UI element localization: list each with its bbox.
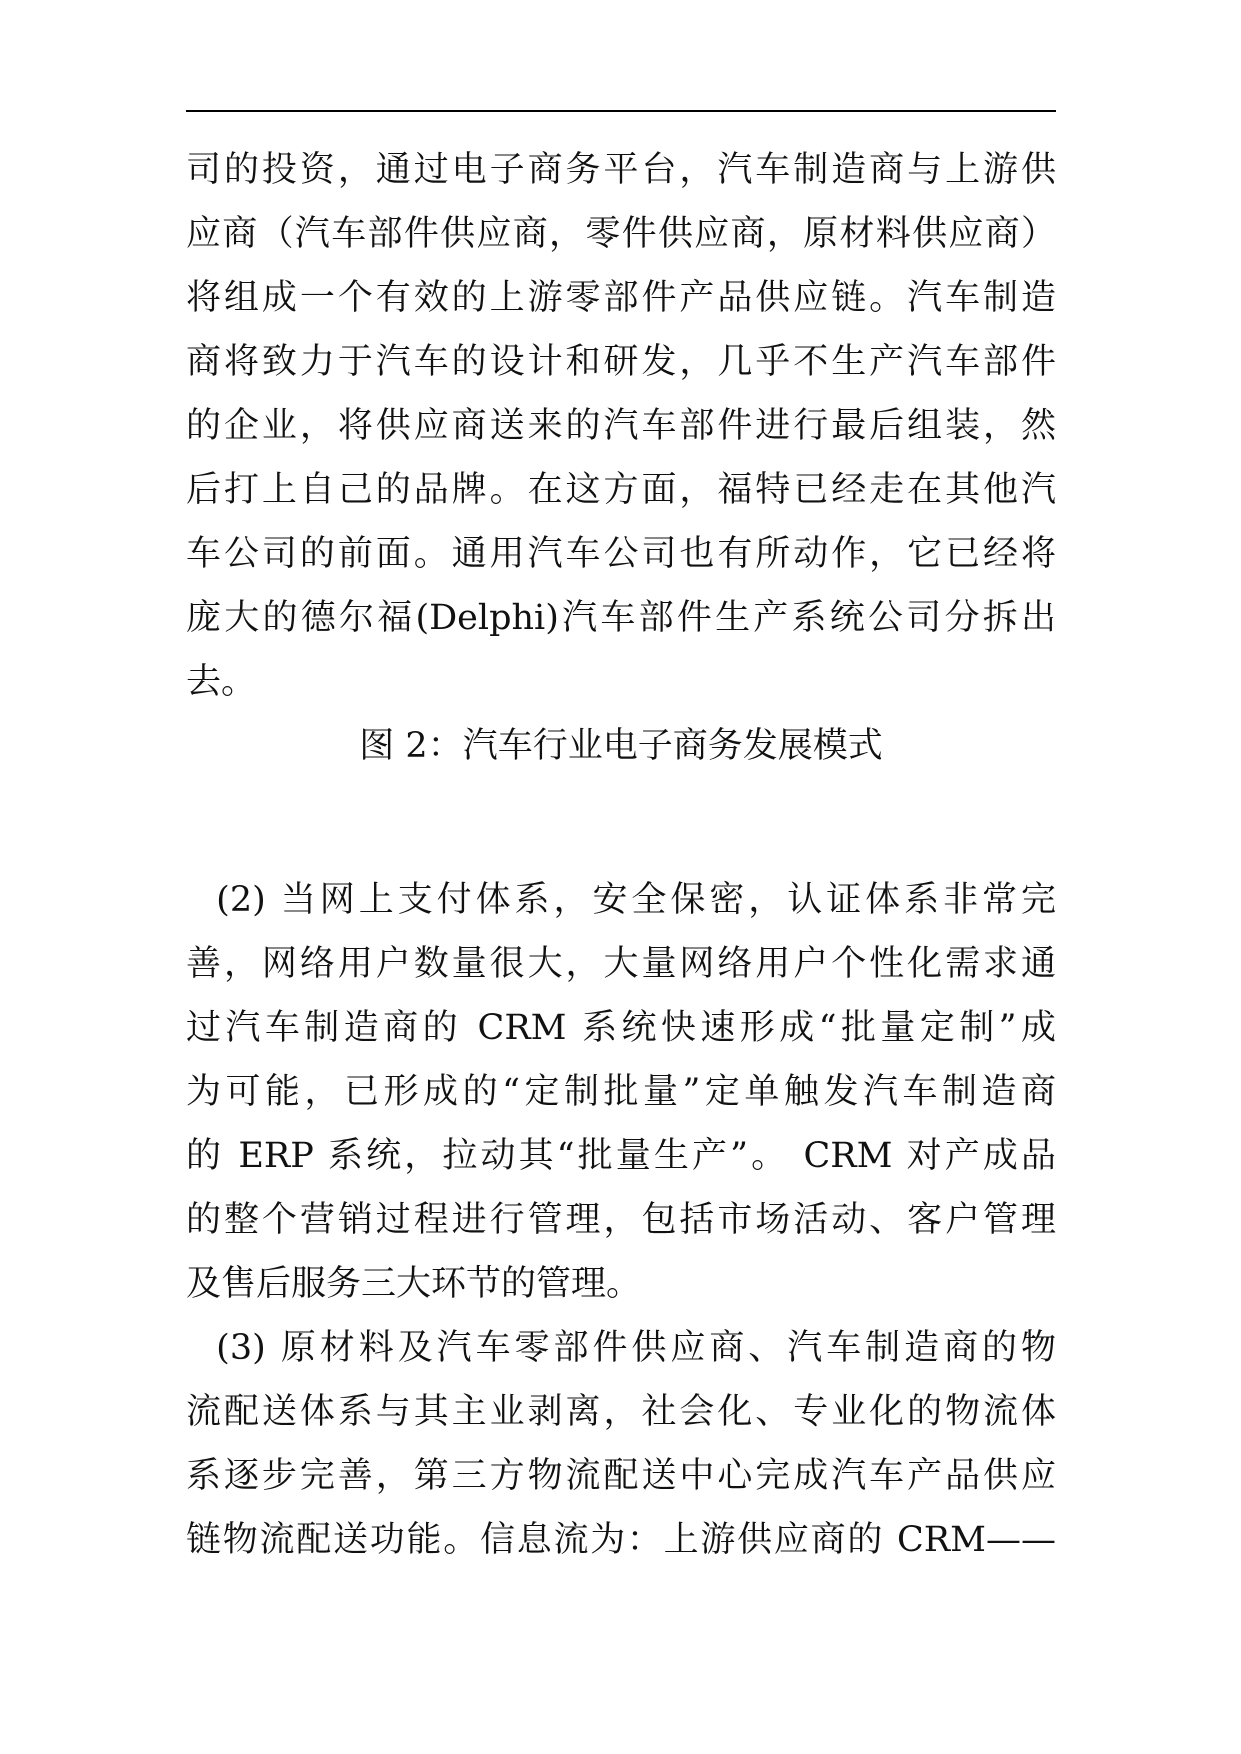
figure-caption: 图 2：汽车行业电子商务发展模式 <box>359 726 883 766</box>
paragraph-1-line: 商将致力于汽车的设计和研发，几乎不生产汽车部件 <box>186 342 1056 382</box>
paragraph-1-line: 的企业，将供应商送来的汽车部件进行最后组装，然 <box>186 406 1056 446</box>
paragraph-2-line: (2) 当网上支付体系，安全保密，认证体系非常完 <box>186 880 1056 920</box>
paragraph-2-line: 过汽车制造商的 CRM 系统快速形成“批量定制”成 <box>186 1008 1056 1048</box>
paragraph-2-line: 善，网络用户数量很大，大量网络用户个性化需求通 <box>186 944 1056 984</box>
paragraph-1-line: 应商（汽车部件供应商，零件供应商，原材料供应商） <box>186 214 1056 254</box>
paragraph-3-line: 流配送体系与其主业剥离，社会化、专业化的物流体 <box>186 1392 1056 1432</box>
paragraph-1-line: 庞大的德尔福(Delphi)汽车部件生产系统公司分拆出 <box>186 598 1056 638</box>
paragraph-3-line: 链物流配送功能。信息流为：上游供应商的 CRM—— <box>186 1520 1056 1560</box>
paragraph-1-line: 后打上自己的品牌。在这方面，福特已经走在其他汽 <box>186 470 1056 510</box>
paragraph-1-line: 司的投资，通过电子商务平台，汽车制造商与上游供 <box>186 150 1056 190</box>
paragraph-1-line: 去。 <box>186 662 257 702</box>
paragraph-2-line: 及售后服务三大环节的管理。 <box>186 1264 642 1304</box>
paragraph-3-line: (3) 原材料及汽车零部件供应商、汽车制造商的物 <box>186 1328 1056 1368</box>
paragraph-1-line: 将组成一个有效的上游零部件产品供应链。汽车制造 <box>186 278 1056 318</box>
paragraph-2-line: 为可能，已形成的“定制批量”定单触发汽车制造商 <box>186 1072 1056 1112</box>
paragraph-2-line: 的 ERP 系统，拉动其“批量生产”。 CRM 对产成品 <box>186 1136 1056 1176</box>
paragraph-3-line: 系逐步完善，第三方物流配送中心完成汽车产品供应 <box>186 1456 1056 1496</box>
paragraph-1-line: 车公司的前面。通用汽车公司也有所动作，它已经将 <box>186 534 1056 574</box>
header-rule <box>186 110 1056 112</box>
paragraph-2-line: 的整个营销过程进行管理，包括市场活动、客户管理 <box>186 1200 1056 1240</box>
